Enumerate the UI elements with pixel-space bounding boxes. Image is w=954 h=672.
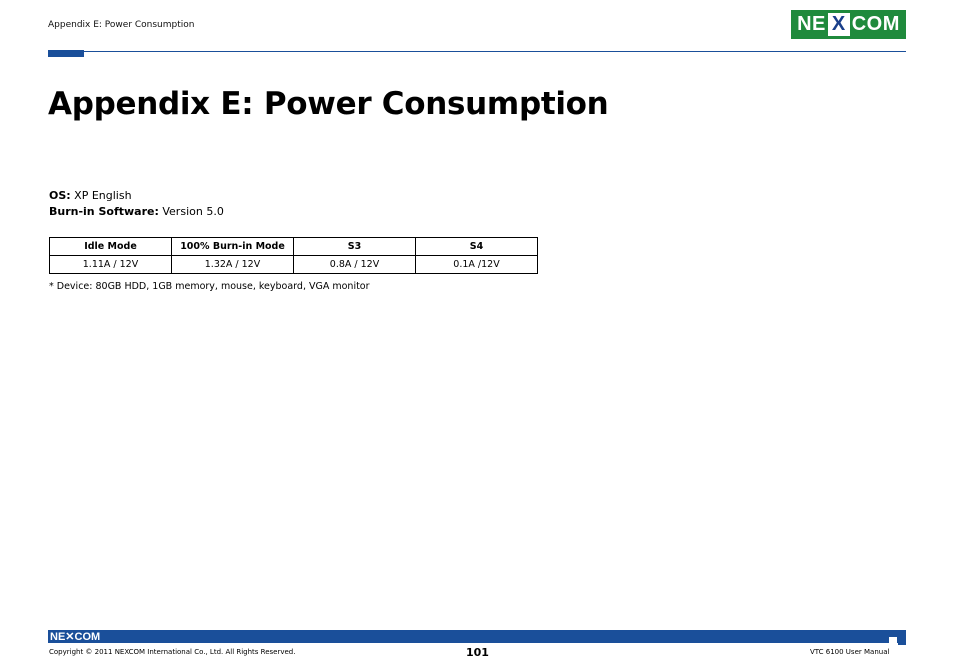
logo-text-mid: X [828, 13, 850, 36]
os-label: OS: [49, 189, 71, 202]
cell-burn-in-mode: 1.32A / 12V [172, 256, 294, 274]
os-value: XP English [70, 189, 132, 202]
header-s3: S3 [294, 238, 416, 256]
software-line [49, 205, 224, 218]
header-idle-mode: Idle Mode [50, 238, 172, 256]
footer-square-gap [889, 637, 897, 643]
footer-logo: NE✕COM [50, 631, 101, 643]
page-title: Appendix E: Power Consumption [48, 86, 609, 122]
page-number: 101 [466, 646, 489, 659]
table-header-row [50, 238, 538, 256]
manual-name: VTC 6100 User Manual [810, 648, 890, 656]
device-footnote: * Device: 80GB HDD, 1GB memory, mouse, keyboard, VGA monitor [49, 281, 370, 292]
header-divider [48, 51, 906, 52]
logo-text-left: NE [797, 13, 826, 35]
software-label: Burn-in Software: [49, 205, 159, 218]
cell-s3: 0.8A / 12V [294, 256, 416, 274]
table-row [50, 256, 538, 274]
power-consumption-table [49, 237, 538, 274]
header-burn-in-mode: 100% Burn-in Mode [172, 238, 294, 256]
copyright-text: Copyright © 2011 NEXCOM International Co., Ltd. All Rights Reserved. [49, 648, 296, 656]
software-value: Version 5.0 [158, 205, 224, 218]
header-s4: S4 [416, 238, 538, 256]
footer-square-icon [890, 630, 897, 637]
logo-text-right: COM [851, 13, 900, 35]
running-header: Appendix E: Power Consumption [48, 20, 195, 30]
footer-square-icon [898, 637, 906, 645]
os-line [49, 189, 132, 202]
nexcom-logo [791, 10, 906, 39]
cell-s4: 0.1A /12V [416, 256, 538, 274]
header-accent-block [48, 50, 84, 57]
cell-idle-mode: 1.11A / 12V [50, 256, 172, 274]
footer-bar [48, 630, 906, 643]
